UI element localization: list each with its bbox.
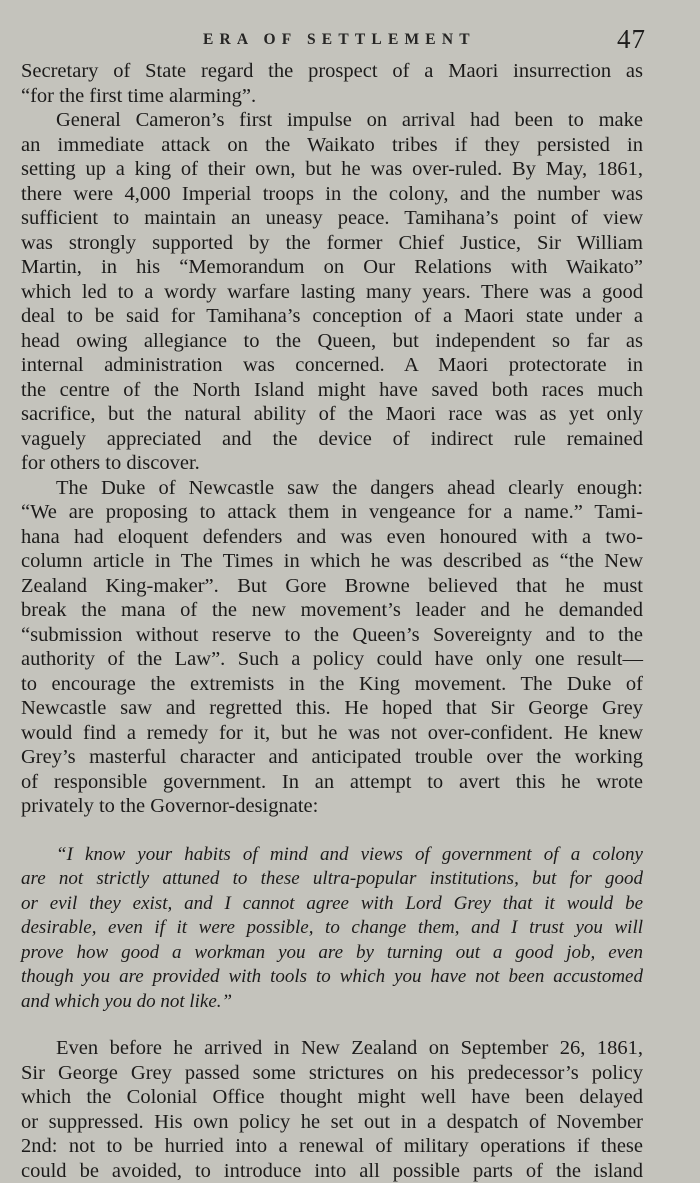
page-body	[21, 59, 643, 1183]
text-line: Sir George Grey passed some strictures on his predecessor’s policy	[21, 1061, 643, 1086]
text-line: “submission without reserve to the Queen’s Sovereignty and to the	[21, 623, 643, 648]
text-line: deal to be said for Tamihana’s conception of a Maori state under a	[21, 304, 643, 329]
text-line: authority of the Law”. Such a policy could have only one result—	[21, 647, 643, 672]
block-quote	[21, 843, 643, 1015]
paragraph	[21, 108, 643, 476]
text-line: “for the first time alarming”.	[21, 84, 643, 109]
text-line: vaguely appreciated and the device of indirect rule remained	[21, 427, 643, 452]
text-line: “We are proposing to attack them in vengeance for a name.” Tami-	[21, 500, 643, 525]
text-line: the centre of the North Island might have saved both races much	[21, 378, 643, 403]
text-line: General Cameron’s first impulse on arrival had been to make	[21, 108, 643, 133]
running-head: ERA OF SETTLEMENT	[203, 31, 476, 49]
text-line: to encourage the extremists in the King movement. The Duke of	[21, 672, 643, 697]
text-line: prove how good a workman you are by turning out a good job, even	[21, 941, 643, 966]
text-line: could be avoided, to introduce into all possible parts of the island	[21, 1159, 643, 1183]
closing-paragraph	[21, 1036, 643, 1183]
text-line: head owing allegiance to the Queen, but independent so far as	[21, 329, 643, 354]
paragraph	[21, 476, 643, 819]
text-line: sacrifice, but the natural ability of the Maori race was as yet only	[21, 402, 643, 427]
text-line: or suppressed. His own policy he set out in a despatch of November	[21, 1110, 643, 1135]
text-line: Martin, in his “Memorandum on Our Relations with Waikato”	[21, 255, 643, 280]
text-line: for others to discover.	[21, 451, 643, 476]
text-line: of responsible government. In an attempt to avert this he wrote	[21, 770, 643, 795]
page-header	[0, 24, 700, 60]
text-line: an immediate attack on the Waikato tribes if they persisted in	[21, 133, 643, 158]
text-line: sufficient to maintain an uneasy peace. Tamihana’s point of view	[21, 206, 643, 231]
text-line: Zealand King-maker”. But Gore Browne believed that he must	[21, 574, 643, 599]
text-line: or evil they exist, and I cannot agree with Lord Grey that it would be	[21, 892, 643, 917]
text-line: Grey’s masterful character and anticipated trouble over the working	[21, 745, 643, 770]
text-line: desirable, even if it were possible, to change them, and I trust you will	[21, 916, 643, 941]
text-line: though you are provided with tools to which you have not been accustomed	[21, 965, 643, 990]
text-line: The Duke of Newcastle saw the dangers ahead clearly enough:	[21, 476, 643, 501]
text-line: 2nd: not to be hurried into a renewal of military operations if these	[21, 1134, 643, 1159]
paragraph	[21, 59, 643, 108]
text-line: break the mana of the new movement’s leader and he demanded	[21, 598, 643, 623]
text-line: are not strictly attuned to these ultra-popular institutions, but for good	[21, 867, 643, 892]
text-line: there were 4,000 Imperial troops in the colony, and the number was	[21, 182, 643, 207]
text-line: hana had eloquent defenders and was even honoured with a two-	[21, 525, 643, 550]
text-line: Secretary of State regard the prospect of a Maori insurrection as	[21, 59, 643, 84]
text-line: which the Colonial Office thought might well have been delayed	[21, 1085, 643, 1110]
text-line: privately to the Governor-designate:	[21, 794, 643, 819]
text-line: which led to a wordy warfare lasting many years. There was a good	[21, 280, 643, 305]
text-line: and which you do not like.”	[21, 990, 643, 1015]
text-line: Newcastle saw and regretted this. He hoped that Sir George Grey	[21, 696, 643, 721]
text-line: was strongly supported by the former Chief Justice, Sir William	[21, 231, 643, 256]
text-line: column article in The Times in which he was described as “the New	[21, 549, 643, 574]
text-line: internal administration was concerned. A Maori protectorate in	[21, 353, 643, 378]
text-line: Even before he arrived in New Zealand on September 26, 1861,	[21, 1036, 643, 1061]
paragraphs	[21, 59, 643, 819]
page-number: 47	[617, 24, 646, 55]
text-line: “I know your habits of mind and views of government of a colony	[21, 843, 643, 868]
text-line: setting up a king of their own, but he was over-ruled. By May, 1861,	[21, 157, 643, 182]
text-line: would find a remedy for it, but he was not over-confident. He knew	[21, 721, 643, 746]
